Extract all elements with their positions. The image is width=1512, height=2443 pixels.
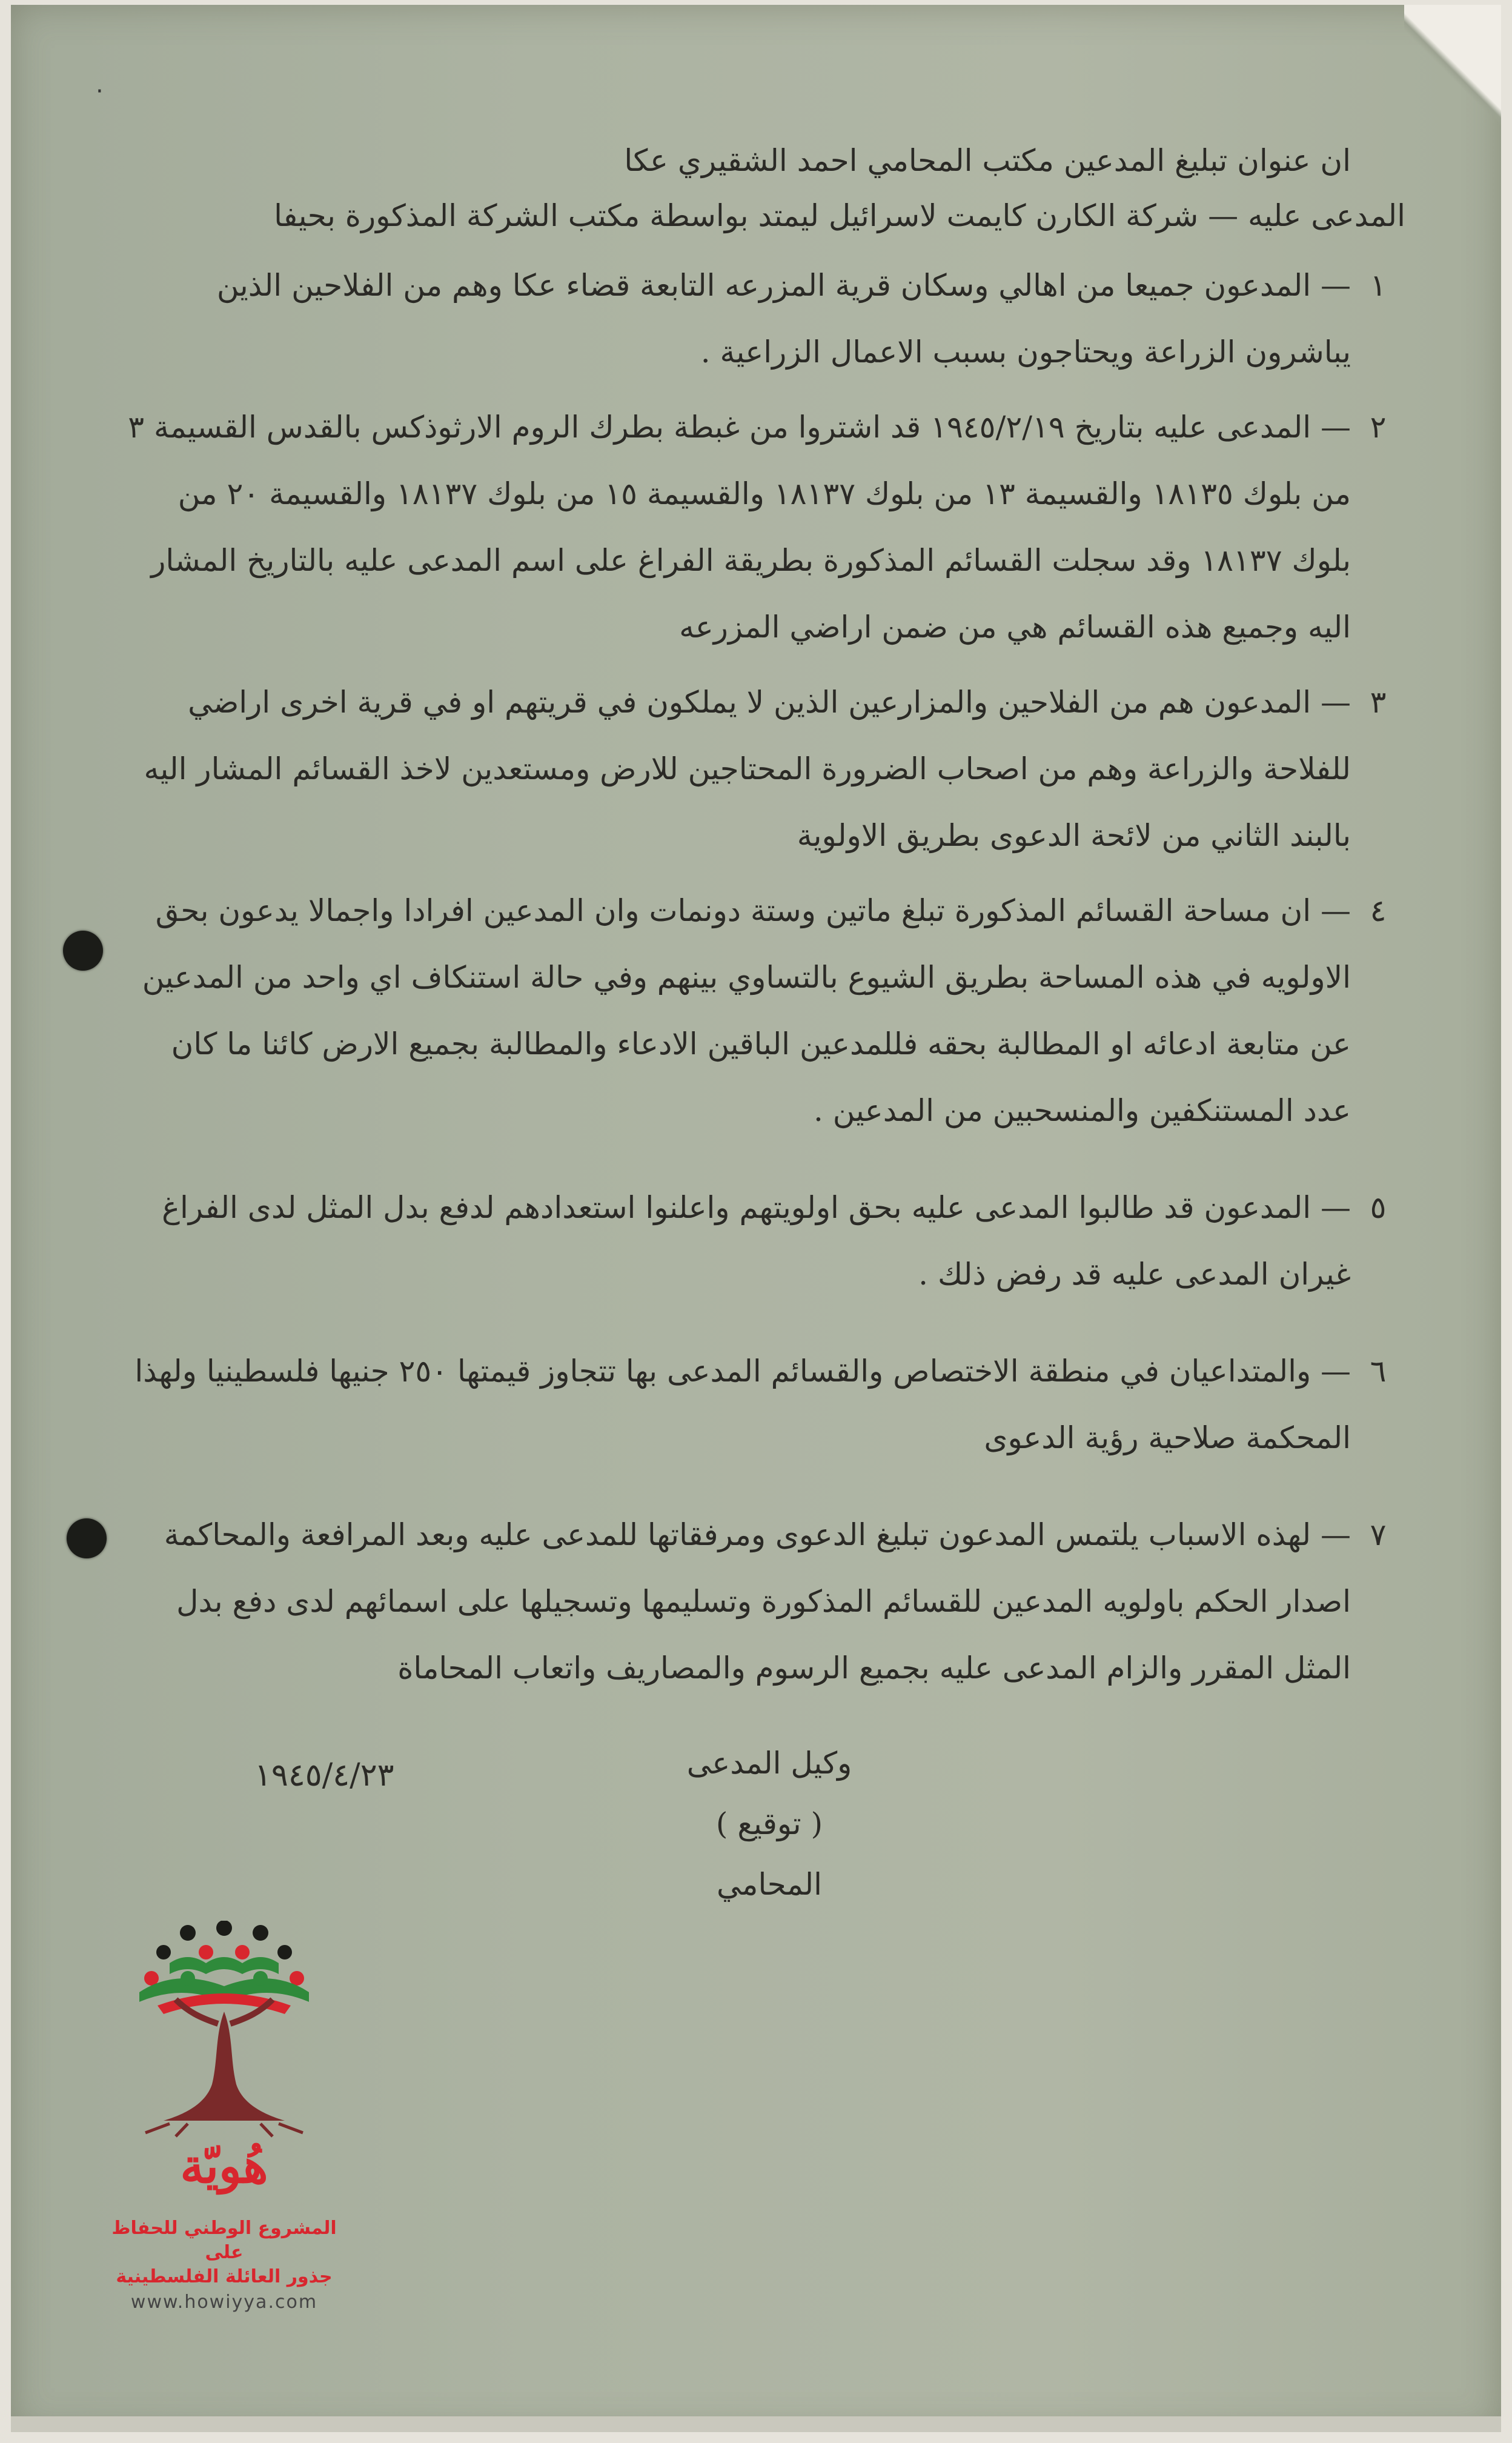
- clause-5: [103, 1174, 1405, 1308]
- clause-6: [103, 1338, 1405, 1471]
- clause-3: [103, 669, 1405, 869]
- family-tree-icon: [97, 1921, 351, 2139]
- clause-number: ٧: [1370, 1517, 1387, 1552]
- logo-url[interactable]: www.howiyya.com: [130, 2292, 318, 2313]
- clause-text: — المدعون قد طالبوا المدعى عليه بحق اولويتهم واعلنوا استعدادهم لدفع بدل المثل لدى الفراغ غيران المدعى عليه قد رفض ذلك .: [162, 1190, 1351, 1292]
- clause-number: ٣: [1370, 685, 1387, 720]
- clause-text: — ان مساحة القسائم المذكورة تبلغ ماتين وستة دونمات وان المدعين افرادا واجمالا يدعون بحق الاولويه في هذه المساحة بطريق الشيوع بالتساوي بينهم وفي حالة استنكاف اي واحد من المدعين عن متابعة ادعائه او المطالبة بحقه فللمدعين الباقين الادعاء والمطالبة بجميع الارض كائنا ما كان عدد المستنكفين والمنسحبين من المدعين .: [142, 893, 1351, 1128]
- punch-hole-lower: [67, 1518, 107, 1558]
- logo-title: هُويّة: [180, 2139, 268, 2194]
- clause-text: — والمتداعيان في منطقة الاختصاص والقسائم المدعى بها تتجاوز قيمتها ٢٥٠ جنيها فلسطينيا ولهذا المحكمة صلاحية رؤية الدعوى: [134, 1354, 1351, 1455]
- clause-text: — المدعون جميعا من اهالي وسكان قرية المزرعه التابعة قضاء عكا وهم من الفلاحين الذين يباشرون الزراعة ويحتاجون بسبب الاعمال الزراعية .: [216, 268, 1351, 370]
- clause-number: ١: [1370, 268, 1387, 303]
- defendant-line: المدعى عليه — شركة الكارن كايمت لاسرائيل ليمتد بواسطة مكتب الشركة المذكورة بحيفا: [274, 198, 1405, 233]
- clause-1: [103, 252, 1405, 385]
- folded-corner: [1404, 5, 1501, 126]
- clause-number: ٦: [1370, 1354, 1387, 1389]
- ink-speck: ·: [96, 78, 104, 105]
- clause-text: — المدعون هم من الفلاحين والمزارعين الذين لا يملكون في قريتهم او في قرية اخرى اراضي للفلاحة والزراعة وهم من اصحاب الضرورة المحتاجين للارض ومستعدين لاخذ القسائم المشار اليه بالبند الثاني من لائحة الدعوى بطريق الاولوية: [144, 685, 1351, 853]
- address-line: ان عنوان تبليغ المدعين مكتب المحامي احمد الشقيري عكا: [624, 143, 1351, 178]
- paper-bottom-edge: [11, 2416, 1501, 2432]
- signature-role: وكيل المدعى: [686, 1746, 852, 1781]
- clause-number: ٤: [1370, 893, 1387, 928]
- signature-block: [678, 1733, 860, 1915]
- document-date: ١٩٤٥/٤/٢٣: [254, 1757, 394, 1793]
- clause-text: — لهذه الاسباب يلتمس المدعون تبليغ الدعوى ومرفقاتها للمدعى عليه وبعد المرافعة والمحاكمة اصدار الحكم باولويه المدعين للقسائم المذكورة وتسليمها وتسجيلها على اسمائهم لدى دفع بدل المثل المقرر والزام المدعى عليه بجميع الرسوم والمصاريف واتعاب المحاماة: [164, 1517, 1351, 1686]
- logo-subtitle: [97, 2216, 351, 2289]
- howiyya-logo: [97, 1921, 351, 2321]
- document-body: [103, 133, 1405, 1701]
- signature-area: [254, 1733, 860, 1933]
- clause-4: [103, 877, 1405, 1144]
- logo-subtitle-line1: المشروع الوطني للحفاظ على: [111, 2218, 337, 2263]
- punch-hole-upper: [63, 931, 103, 971]
- clause-7: [103, 1501, 1405, 1701]
- logo-subtitle-line2: جذور العائلة الفلسطينية: [116, 2266, 333, 2287]
- clause-number: ٢: [1370, 410, 1387, 445]
- clause-2: [103, 394, 1405, 660]
- clause-number: ٥: [1370, 1190, 1387, 1225]
- signature-title: المحامي: [717, 1867, 822, 1902]
- signature-mark: ( توقيع ): [715, 1806, 823, 1841]
- clause-text: — المدعى عليه بتاريخ ١٩٤٥/٢/١٩ قد اشتروا من غبطة بطرك الروم الارثوذكس بالقدس القسيمة ٣ من بلوك ١٨١٣٥ والقسيمة ١٣ من بلوك ١٨١٣٧ والقسيمة ١٥ من بلوك ١٨١٣٧ والقسيمة ٢٠ من بلوك ١٨١٣٧ وقد سجلت القسائم المذكورة بطريقة الفراغ على اسم المدعى عليه بالتاريخ المشار اليه وجميع هذه القسائم هي من ضمن اراضي المزرعه: [128, 410, 1351, 645]
